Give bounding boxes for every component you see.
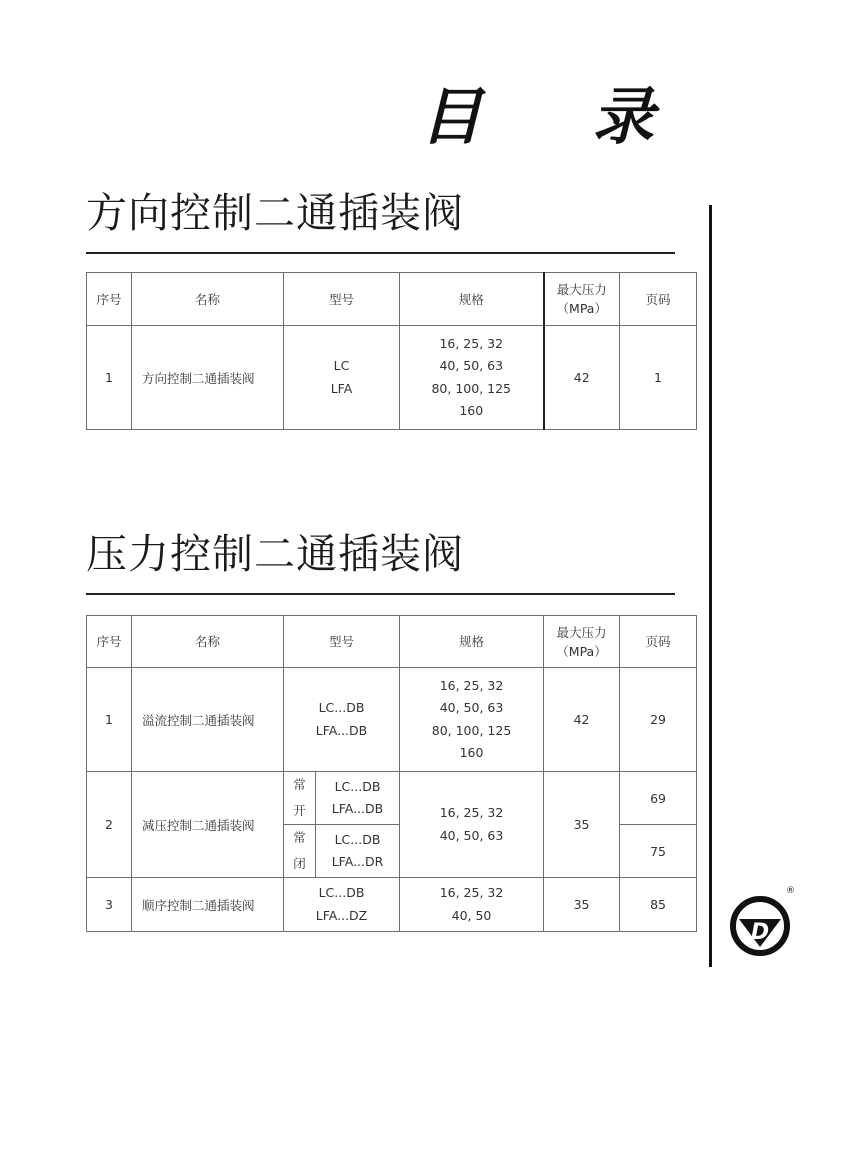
- model-line: LC: [333, 358, 350, 373]
- row-specs: [400, 772, 544, 878]
- model-line: LC...DB: [318, 885, 365, 900]
- row-page[interactable]: 75: [620, 825, 697, 878]
- table-header-row: [87, 273, 697, 326]
- section-rule: [86, 593, 675, 595]
- variant-state-normally-closed: [284, 825, 316, 878]
- col-header-page: 页码: [620, 616, 697, 668]
- logo-letter: D: [750, 920, 770, 945]
- page-title: [420, 82, 720, 162]
- variant-models: [316, 825, 400, 878]
- col-header-name: 名称: [132, 273, 284, 326]
- row-name: 方向控制二通插装阀: [132, 326, 284, 430]
- page-title-char-1: 目: [420, 80, 483, 153]
- spec-line: 160: [459, 403, 484, 418]
- row-page[interactable]: 69: [620, 772, 697, 825]
- table-row: [87, 668, 697, 772]
- col-header-pressure-label: 最大压力: [556, 282, 607, 297]
- model-line: LFA...DB: [315, 722, 368, 738]
- model-line: LFA...DZ: [315, 907, 368, 923]
- spec-line: 40, 50: [451, 907, 492, 923]
- spec-line: 16, 25, 32: [439, 677, 504, 693]
- row-page[interactable]: 1: [620, 326, 697, 430]
- registered-mark: ®: [786, 886, 795, 896]
- vertical-rule: [709, 205, 712, 967]
- row-specs: [400, 326, 544, 430]
- col-header-model: 型号: [284, 273, 400, 326]
- row-pressure: 35: [544, 878, 620, 932]
- row-specs: [400, 668, 544, 772]
- row-number: 1: [87, 326, 132, 430]
- toc-table-direction: [86, 272, 697, 430]
- variant-state-normally-open: [284, 772, 316, 825]
- row-page[interactable]: 85: [620, 878, 697, 932]
- state-char: 常: [293, 777, 306, 792]
- spec-line: 16, 25, 32: [439, 335, 504, 351]
- row-number: 1: [87, 668, 132, 772]
- row-pressure: 42: [544, 326, 620, 430]
- row-models: [284, 668, 400, 772]
- row-page[interactable]: 29: [620, 668, 697, 772]
- state-char: 常: [293, 830, 306, 845]
- model-line: LFA: [330, 380, 353, 396]
- variant-models: [316, 772, 400, 825]
- section-rule: [86, 252, 675, 254]
- col-header-name: 名称: [132, 616, 284, 668]
- model-line: LFA...DB: [331, 801, 384, 816]
- model-line: LFA...DR: [331, 854, 384, 869]
- toc-table-pressure: [86, 615, 697, 932]
- state-char: 闭: [293, 856, 306, 871]
- company-logo-icon: [727, 895, 793, 957]
- col-header-no: 序号: [87, 273, 132, 326]
- section-heading-direction: 方向控制二通插装阀: [86, 189, 464, 237]
- model-line: LC...DB: [334, 778, 381, 794]
- row-specs: [400, 878, 544, 932]
- col-header-pressure: [544, 616, 620, 668]
- col-header-pressure-unit: （MPa）: [556, 301, 607, 316]
- row-models: [284, 878, 400, 932]
- state-char: 开: [293, 803, 306, 818]
- spec-line: 16, 25, 32: [439, 885, 504, 900]
- row-name: 顺序控制二通插装阀: [132, 878, 284, 932]
- col-header-pressure-label: 最大压力: [556, 624, 607, 640]
- col-header-spec: 规格: [400, 273, 544, 326]
- page-title-char-2: 录: [592, 80, 655, 153]
- model-line: LC...DB: [318, 700, 365, 715]
- row-name: 溢流控制二通插装阀: [132, 668, 284, 772]
- col-header-no: 序号: [87, 616, 132, 668]
- table-row: [87, 772, 697, 825]
- col-header-spec: 规格: [400, 616, 544, 668]
- section-heading-pressure: 压力控制二通插装阀: [86, 530, 464, 578]
- spec-line: 160: [459, 745, 484, 760]
- row-pressure: 42: [544, 668, 620, 772]
- spec-line: 80, 100, 125: [431, 380, 512, 396]
- spec-line: 40, 50, 63: [439, 700, 504, 715]
- model-line: LC...DB: [334, 831, 381, 847]
- col-header-pressure-unit: （MPa）: [556, 643, 607, 659]
- spec-line: 16, 25, 32: [439, 805, 504, 820]
- table-header-row: [87, 616, 697, 668]
- row-models: [284, 326, 400, 430]
- row-name: 减压控制二通插装阀: [132, 772, 284, 878]
- spec-line: 40, 50, 63: [439, 358, 504, 373]
- col-header-page: 页码: [620, 273, 697, 326]
- col-header-model: 型号: [284, 616, 400, 668]
- row-number: 3: [87, 878, 132, 932]
- table-row: [87, 326, 697, 430]
- row-pressure: 35: [544, 772, 620, 878]
- col-header-pressure: [544, 273, 620, 326]
- spec-line: 80, 100, 125: [431, 722, 512, 738]
- row-number: 2: [87, 772, 132, 878]
- table-row: [87, 878, 697, 932]
- spec-line: 40, 50, 63: [439, 827, 504, 843]
